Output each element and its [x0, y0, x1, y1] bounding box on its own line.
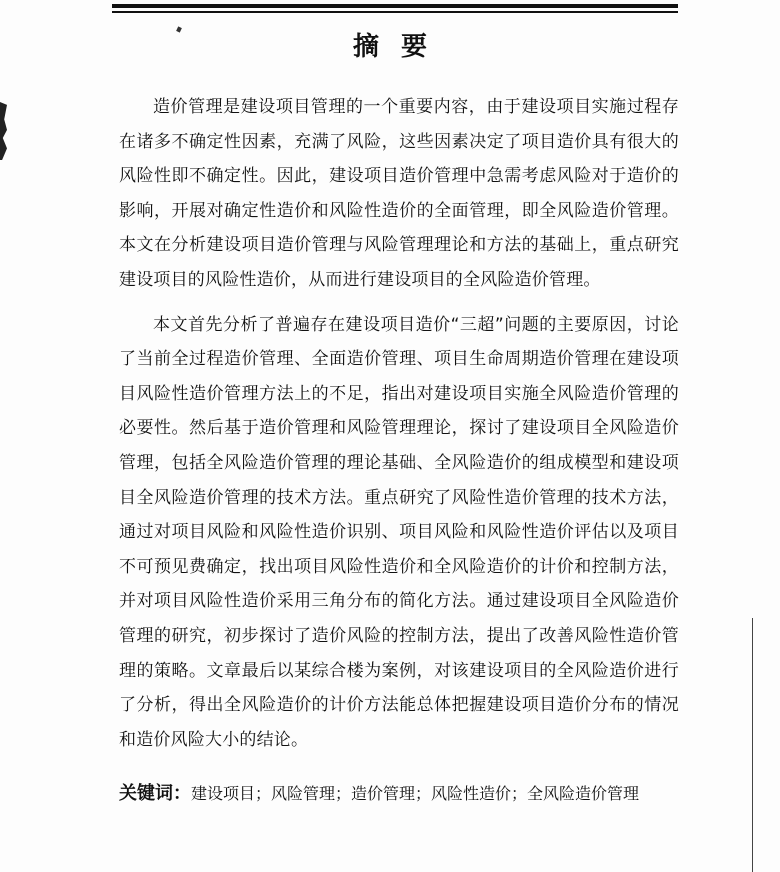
abstract-paragraph-2: 本文首先分析了普遍存在建设项目造价“三超”问题的主要原因，讨论了当前全过程造价管理、全面造价管理、项目生命周期造价管理在建设项目风险性造价管理方法上的不足，指出对建设项目实施全风险造价管理的必要性。然后基于造价管理和风险管理理论，探讨了建设项目全风险造价管理，包括全风险造价管理的理论基础、全风险造价的组成模型和建设项目全风险造价管理的技术方法。重点研究了风险性造价管理的技术方法，通过对项目风险和风险性造价识别、项目风险和风险性造价评估以及项目不可预见费确定，找出项目风险性造价和全风险造价的计价和控制方法，并对项目风险性造价采用三角分布的简化方法。通过建设项目全风险造价管理的研究，初步探讨了造价风险的控制方法，提出了改善风险性造价管理的策略。文章最后以某综合楼为案例，对该建设项目的全风险造价进行了分析，得出全风险造价的计价方法能总体把握建设项目造价分布的情况和造价风险大小的结论。	[119, 314, 679, 750]
keywords-text: 建设项目；风险管理；造价管理；风险性造价；全风险造价管理	[191, 784, 640, 803]
keywords-label: 关键词：	[119, 783, 191, 804]
keywords-line	[119, 781, 719, 807]
abstract-title: 摘要	[352, 32, 449, 62]
header-rule-thick	[112, 4, 678, 8]
abstract-paragraph-1: 造价管理是建设项目管理的一个重要内容，由于建设项目实施过程存在诸多不确定性因素，充满了风险，这些因素决定了项目造价具有很大的风险性即不确定性。因此，建设项目造价管理中急需考虑风险对于造价的影响，开展对确定性造价和风险性造价的全面管理，即全风险造价管理。本文在分析建设项目造价管理与风险管理理论和方法的基础上，重点研究建设项目的风险性造价，从而进行建设项目的全风险造价管理。	[119, 97, 679, 290]
scan-artifact-left-edge	[0, 102, 7, 160]
abstract-body	[119, 90, 679, 767]
header-rule-thin	[112, 11, 678, 13]
scan-artifact-right-line	[752, 618, 753, 872]
